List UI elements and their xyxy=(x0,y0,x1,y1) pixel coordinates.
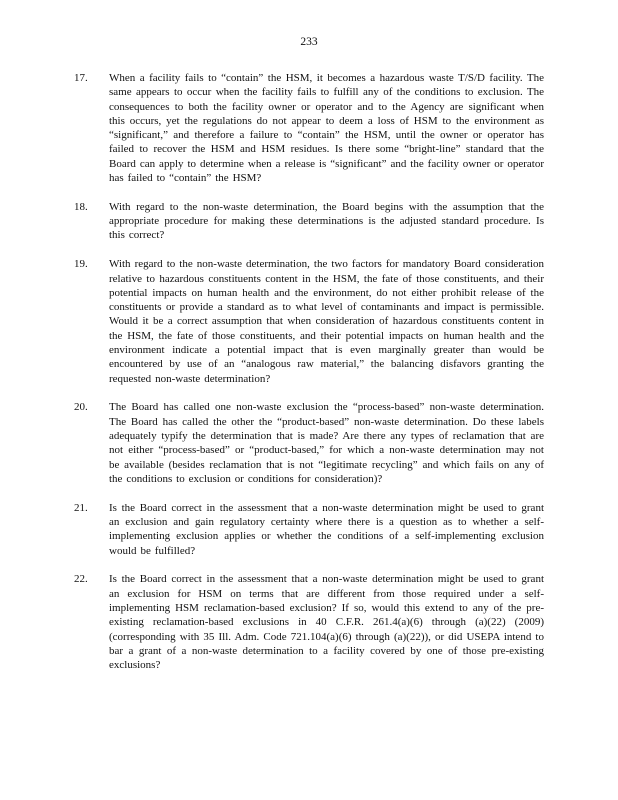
list-item xyxy=(74,400,544,486)
item-text: When a facility fails to “contain” the HSM, it becomes a hazardous waste T/S/D facility. The same appears to occur when the facility fails to fulfill any of the conditions to exclusion. The consequences to both the facility owner or operator and to the Agency are significant when this occurs, yet the regulations do not appear to deem a loss of HSM to the environment as “significant,” and therefore a failure to “contain” the HSM, until the owner or operator has failed to recover the HSM and HSM residues. Is there some “bright-line” standard that the Board can apply to determine when a release is “significant” and the facility owner or operator has failed to “contain” the HSM? xyxy=(109,72,544,185)
item-number: 22. xyxy=(74,573,88,586)
question-list xyxy=(74,71,544,687)
item-text: Is the Board correct in the assessment that a non-waste determination might be used to grant an exclusion and gain regulatory certainty where there is a question as to whether a self-implementing exclusion applies or whether the conditions of a self-implementing exclusion would be fulfilled? xyxy=(109,501,544,557)
list-item xyxy=(74,200,544,243)
item-number: 20. xyxy=(74,401,88,414)
list-item xyxy=(74,257,544,386)
item-text: With regard to the non-waste determination, the two factors for mandatory Board consideration relative to hazardous constituents content in the HSM, the fate of those constituents, and their potential impacts on human health and the environment, do not either prohibit release of the constituents or provide a standard as to what level of contaminants and impact is permissible. Would it be a correct assumption that when consideration of hazardous constituents content in the HSM, the fate of those constituents, and their potential impacts on human health and the environment indicate a potential impact that is even marginally greater than would be encountered by use of an “analogous raw material,” the balancing disfavors granting the requested non-waste determination? xyxy=(109,258,544,385)
item-text: Is the Board correct in the assessment that a non-waste determination might be used to grant an exclusion for HSM on terms that are different from those required under a self-implementing HSM reclamation-based exclusion? If so, would this extend to any of the pre-existing reclamation-based exclusions in 40 C.F.R. 261.4(a)(6) through (a)(22) (2009) (corresponding with 35 Ill. Adm. Code 721.104(a)(6) through (a)(22)), or did USEPA intend to bar a grant of a non-waste determination to a facility covered by one of those pre-existing exclusions? xyxy=(109,573,544,672)
item-text: With regard to the non-waste determination, the Board begins with the assumption that the appropriate procedure for making these determinations is the adjusted standard procedure. Is this correct? xyxy=(109,200,544,242)
list-item xyxy=(74,572,544,672)
item-text: The Board has called one non-waste exclusion the “process-based” non-waste determination. The Board has called the other the “product-based” non-waste determination. Do these labels adequately typify the determination that is made? Are there any types of reclamation that are not either “process-based” or “product-based,” for which a non-waste determination may not be available (besides reclamation that is not “legitimate recycling” and which fails on any of the conditions to exclusion or conditions for consideration)? xyxy=(109,401,544,485)
item-number: 17. xyxy=(74,72,88,84)
list-item xyxy=(74,501,544,558)
item-number: 19. xyxy=(74,258,88,271)
item-number: 21. xyxy=(74,501,88,514)
list-item xyxy=(74,71,544,185)
page-number: 233 xyxy=(300,36,318,48)
item-number: 18. xyxy=(74,200,88,213)
